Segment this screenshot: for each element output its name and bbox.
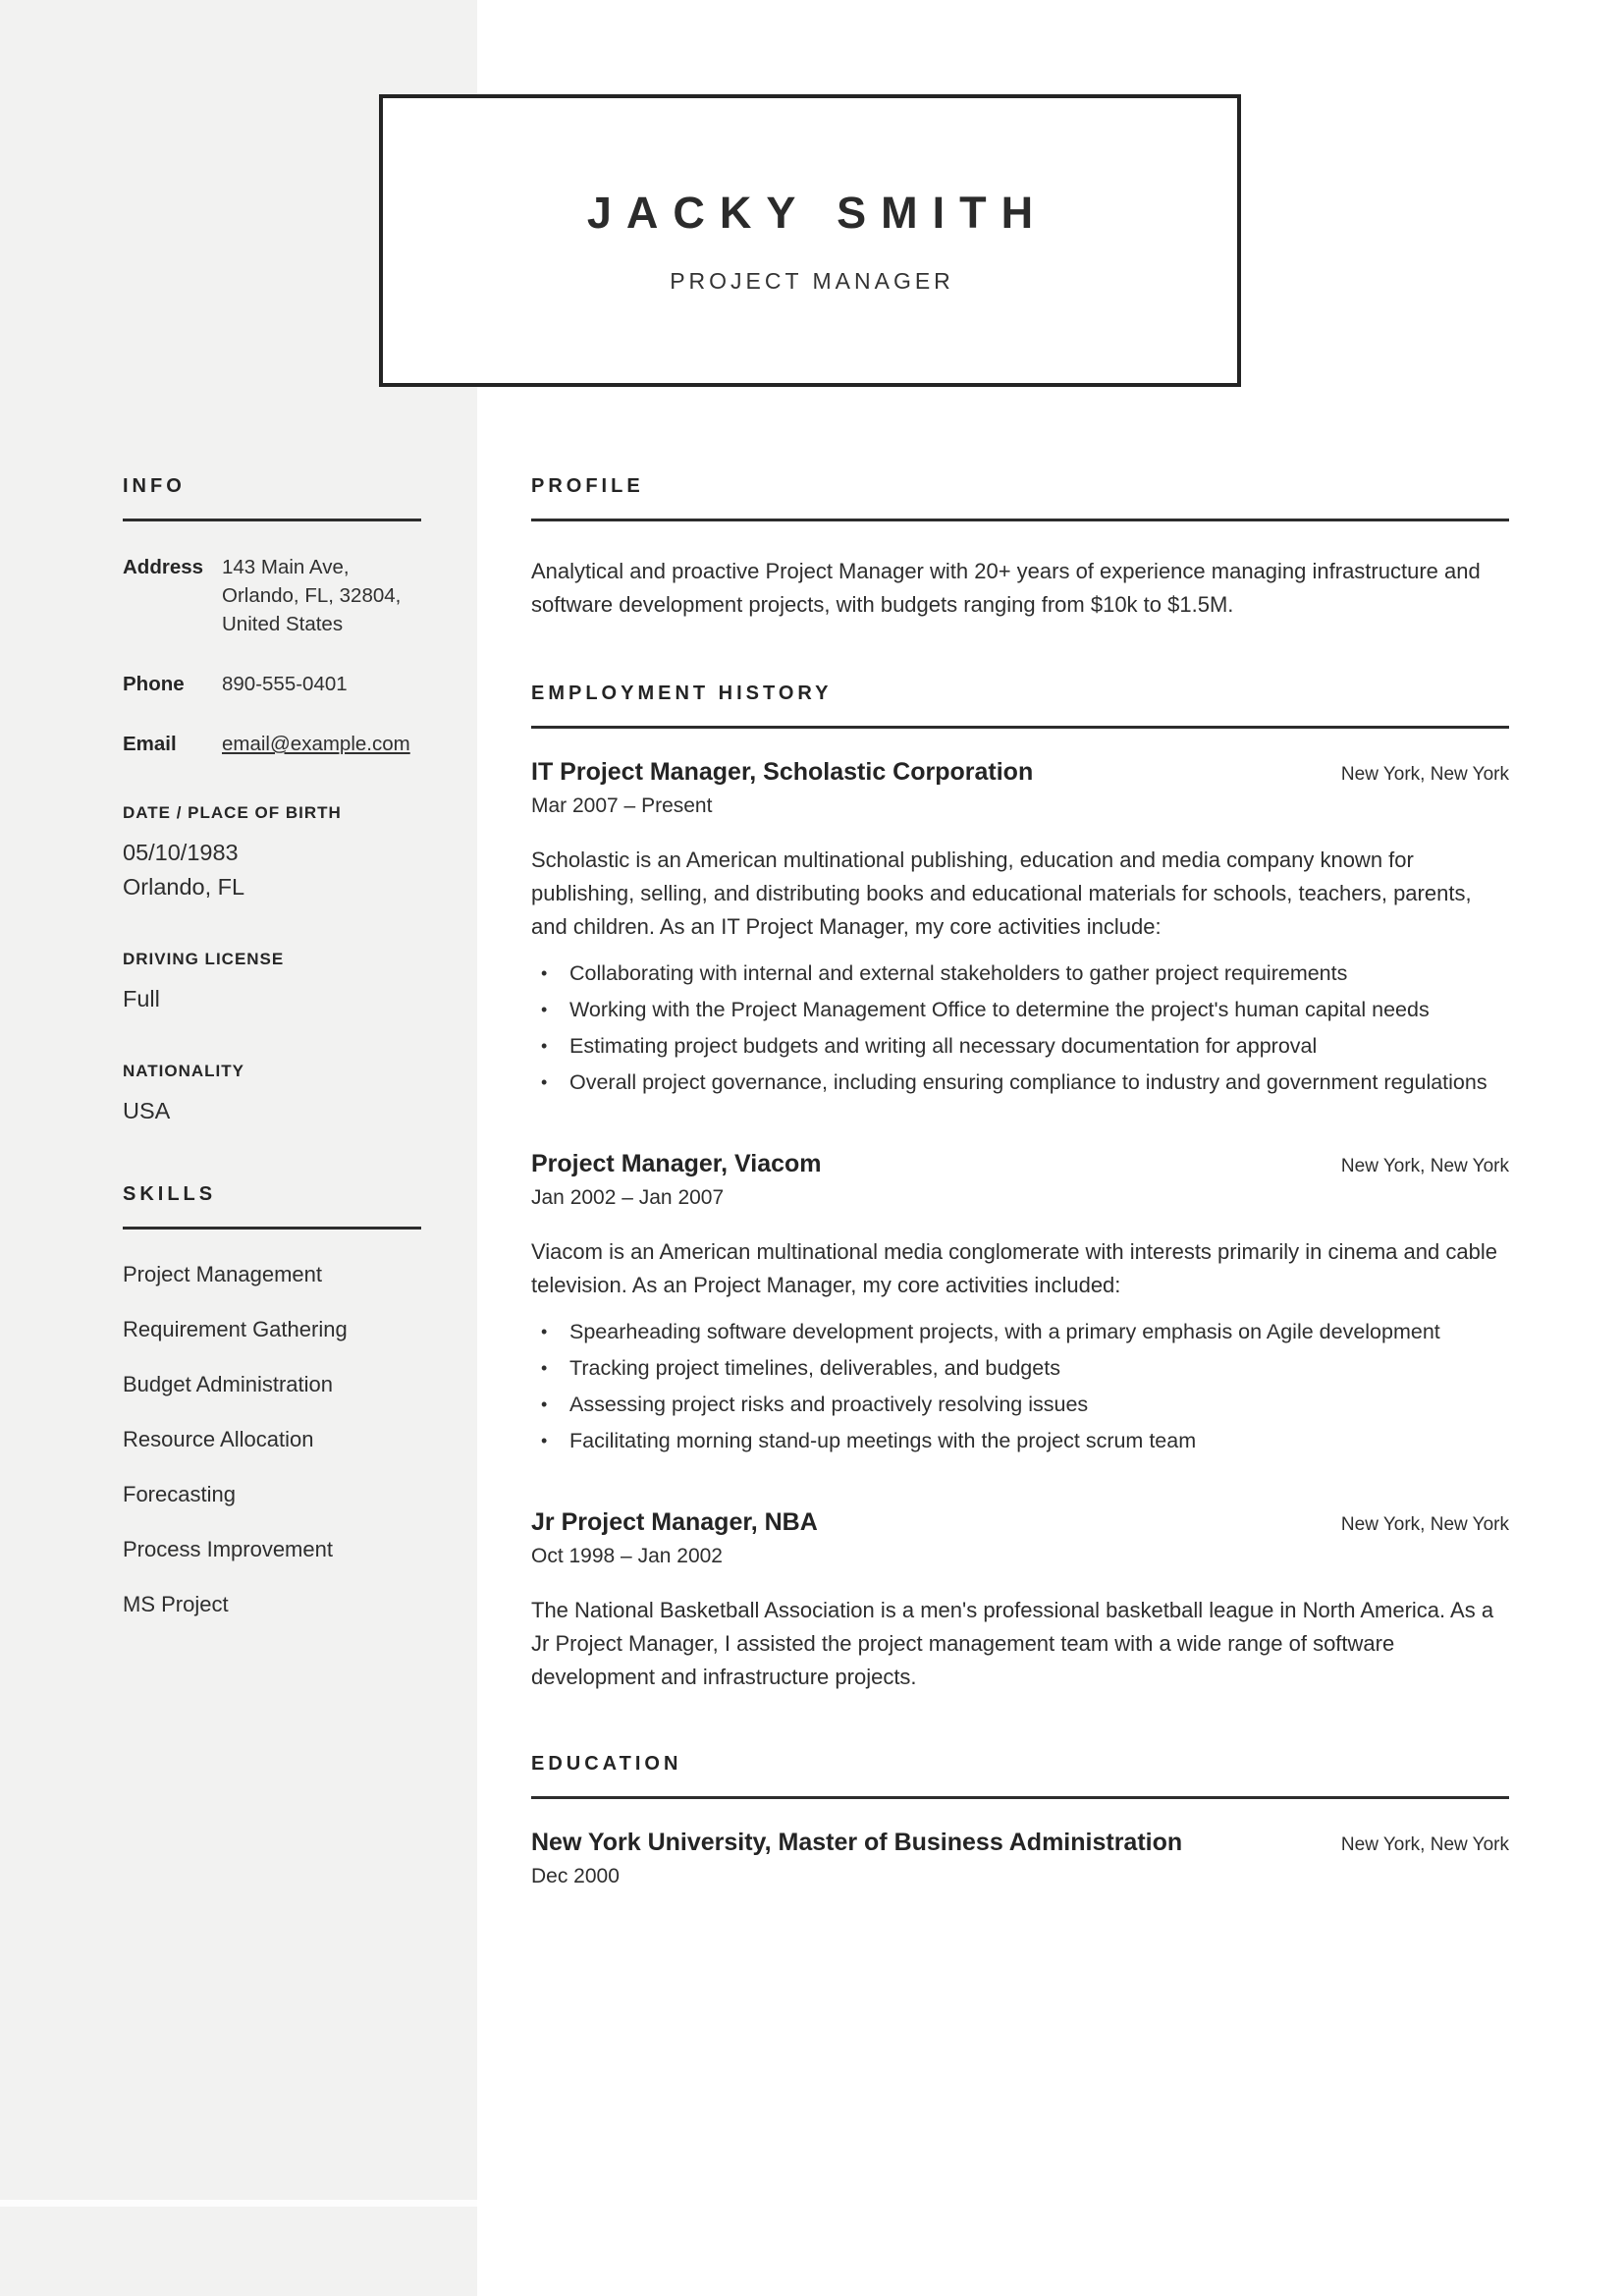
phone-row (123, 670, 421, 698)
sidebar (123, 475, 421, 1647)
bullet-dot: • (541, 1000, 548, 1019)
job-header (531, 1508, 1509, 1537)
job-location: New York, New York (1340, 1156, 1509, 1176)
job-title: IT Project Manager, Scholastic Corporation (531, 758, 1034, 786)
bullet-dot: • (541, 1431, 548, 1450)
birth-date: 05/10/1983 (123, 840, 239, 865)
job-location: New York, New York (1340, 764, 1509, 785)
bullet-dot: • (541, 1036, 548, 1056)
nationality-group (123, 1062, 421, 1128)
page-break-gap (0, 2200, 477, 2207)
employment-heading: EMPLOYMENT HISTORY (531, 683, 833, 704)
education-location: New York, New York (1340, 1834, 1509, 1855)
driving-license-value: Full (123, 986, 160, 1011)
bullet-item (531, 1316, 1509, 1348)
birth-value (123, 836, 421, 904)
phone-label: Phone (123, 673, 185, 695)
person-job-title: PROJECT MANAGER (670, 267, 954, 294)
skill-item: Project Management (123, 1262, 322, 1286)
education-header (531, 1829, 1509, 1857)
bullet-item (531, 1066, 1509, 1099)
email-row (123, 730, 421, 758)
job-description: Scholastic is an American multinational publishing, education and media company known for publishing, selling, and distributing books and educational materials for schools, teachers, parents, and children. As an IT Project Manager, my core activities include: (531, 847, 1472, 939)
job-location: New York, New York (1340, 1514, 1509, 1535)
info-heading-rule (123, 519, 421, 521)
nationality-value: USA (123, 1098, 171, 1123)
job-title: Jr Project Manager, NBA (531, 1508, 818, 1536)
birth-place: Orlando, FL (123, 874, 245, 900)
info-heading: INFO (123, 475, 186, 497)
education-section (531, 1753, 1509, 1888)
education-entry (531, 1829, 1509, 1888)
bullet-text: Estimating project budgets and writing all necessary documentation for approval (569, 1034, 1318, 1058)
bullet-item (531, 1352, 1509, 1385)
job-entry-nba (531, 1508, 1509, 1694)
bullet-text: Collaborating with internal and external stakeholders to gather project requirements (569, 961, 1348, 985)
bullet-text: Facilitating morning stand-up meetings with the project scrum team (569, 1429, 1197, 1452)
profile-section (531, 475, 1509, 622)
job-bullet-list (531, 1316, 1509, 1457)
email-link[interactable]: email@example.com (222, 733, 410, 755)
skill-item: Process Improvement (123, 1537, 333, 1561)
education-heading-rule (531, 1796, 1509, 1799)
job-dates: Mar 2007 – Present (531, 794, 713, 817)
bullet-item (531, 1030, 1509, 1063)
bullet-item (531, 957, 1509, 990)
employment-heading-rule (531, 726, 1509, 729)
address-line: Orlando, FL, 32804, (222, 584, 402, 607)
bullet-dot: • (541, 1358, 548, 1378)
job-bullet-list (531, 957, 1509, 1099)
profile-heading-rule (531, 519, 1509, 521)
bullet-item (531, 1425, 1509, 1457)
address-line: 143 Main Ave, (222, 556, 350, 578)
email-value (222, 730, 410, 758)
bullet-text: Overall project governance, including ensuring compliance to industry and government regulations (569, 1070, 1487, 1094)
bullet-text: Tracking project timelines, deliverables, and budgets (569, 1356, 1060, 1380)
skills-heading: SKILLS (123, 1183, 217, 1205)
bullet-dot: • (541, 1322, 548, 1341)
job-title: Project Manager, Viacom (531, 1150, 822, 1177)
skills-list (123, 1262, 421, 1617)
skill-item: MS Project (123, 1592, 229, 1616)
nationality-label: NATIONALITY (123, 1062, 245, 1080)
job-entry-scholastic (531, 758, 1509, 1099)
address-line: United States (222, 613, 344, 635)
bullet-text: Spearheading software development projects, with a primary emphasis on Agile development (569, 1320, 1440, 1343)
education-heading: EDUCATION (531, 1753, 682, 1775)
info-section (123, 475, 421, 1128)
skills-section (123, 1183, 421, 1617)
bullet-text: Assessing project risks and proactively resolving issues (569, 1393, 1089, 1416)
skill-item: Requirement Gathering (123, 1317, 348, 1341)
driving-license-group (123, 950, 421, 1016)
skills-heading-rule (123, 1227, 421, 1230)
bullet-item (531, 1389, 1509, 1421)
bullet-dot: • (541, 963, 548, 983)
driving-license-label: DRIVING LICENSE (123, 950, 285, 968)
skill-item: Forecasting (123, 1482, 236, 1506)
employment-section (531, 683, 1509, 1694)
job-header (531, 758, 1509, 787)
address-row (123, 553, 421, 638)
profile-text: Analytical and proactive Project Manager with 20+ years of experience managing infrastructure and software development projects, with budgets ranging from $10k to $1.5M. (531, 559, 1481, 617)
bullet-text: Working with the Project Management Office to determine the project's human capital needs (569, 998, 1430, 1021)
job-dates: Jan 2002 – Jan 2007 (531, 1186, 725, 1209)
header-box (379, 94, 1241, 387)
education-title: New York University, Master of Business Administration (531, 1829, 1183, 1856)
birth-label: DATE / PLACE OF BIRTH (123, 803, 342, 822)
address-label: Address (123, 556, 204, 578)
main-column (531, 475, 1509, 1888)
job-dates: Oct 1998 – Jan 2002 (531, 1545, 723, 1567)
job-header (531, 1150, 1509, 1178)
skill-item: Resource Allocation (123, 1427, 314, 1451)
job-entry-viacom (531, 1150, 1509, 1457)
email-label: Email (123, 733, 177, 755)
address-value (222, 553, 401, 638)
profile-heading: PROFILE (531, 475, 644, 497)
bullet-dot: • (541, 1072, 548, 1092)
bullet-dot: • (541, 1394, 548, 1414)
bullet-item (531, 994, 1509, 1026)
skill-item: Budget Administration (123, 1372, 334, 1396)
education-dates: Dec 2000 (531, 1865, 620, 1887)
person-name: JACKY SMITH (586, 187, 1049, 238)
phone-value: 890-555-0401 (222, 673, 348, 695)
job-description: Viacom is an American multinational media conglomerate with interests primarily in cinema and cable television. As an Project Manager, my core activities included: (531, 1239, 1497, 1297)
birth-group (123, 803, 421, 904)
job-description: The National Basketball Association is a men's professional basketball league in North America. As a Jr Project Manager, I assisted the project management team with a wide range of software development and infrastructure projects. (531, 1598, 1494, 1689)
